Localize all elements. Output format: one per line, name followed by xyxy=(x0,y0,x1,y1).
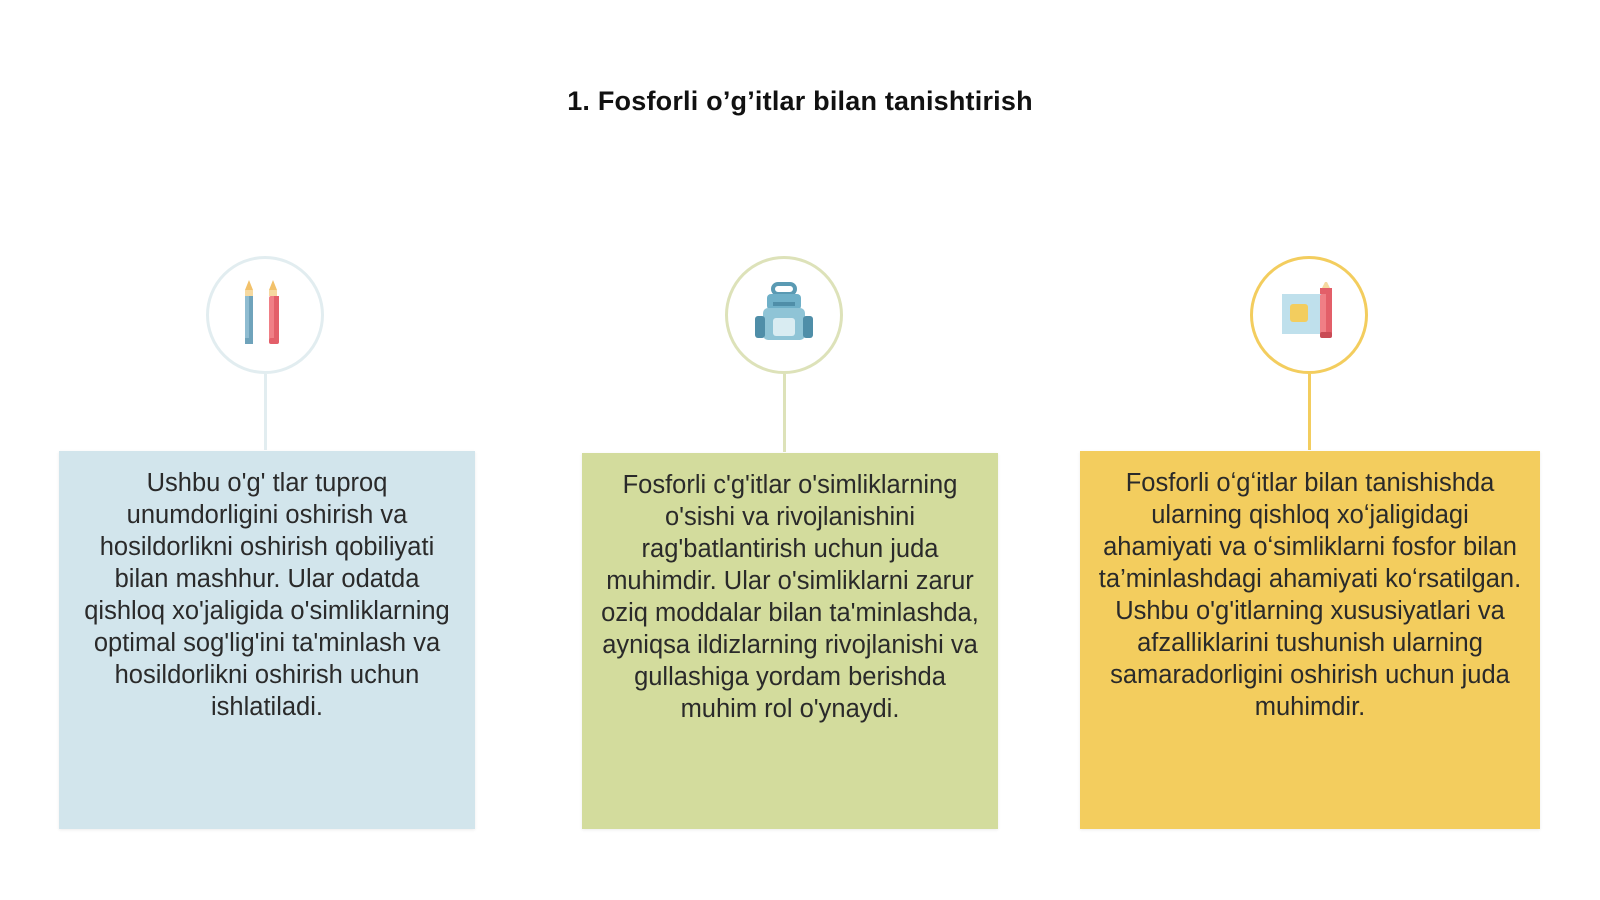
backpack-icon xyxy=(753,282,815,349)
drawing-pencil-icon xyxy=(1278,282,1340,349)
icon-circle-1 xyxy=(206,256,324,374)
connector-line-2 xyxy=(783,374,786,452)
info-card-1-text: Ushbu o'g' tlar tuproq unumdorligini oshirish va hosildorlikni oshirish qobiliyati bilan mashhur. Ular odatda qishloq xo'jaligida o'simliklarning optimal sog'lig'ini ta'minlash va hosildorlikni oshirish uchun ishlatiladi. xyxy=(84,469,450,721)
icon-circle-3 xyxy=(1250,256,1368,374)
connector-line-3 xyxy=(1308,374,1311,450)
connector-line-1 xyxy=(264,374,267,450)
pencils-icon xyxy=(235,280,295,351)
info-card-3 xyxy=(1080,451,1540,829)
info-card-3-text: Fosforli oʻgʻitlar bilan tanishishda ularning qishloq xoʻjaligidagi ahamiyati va oʻsimliklarni fosfor bilan ta’minlashdagi ahamiyati koʻrsatilgan. Ushbu o'g'itlarning xususiyatlari va afzalliklarini tushunish ularning samaradorligini oshirish uchun juda muhimdir. xyxy=(1098,469,1522,721)
slide-title: 1. Fosforli o’g’itlar bilan tanishtirish xyxy=(567,86,1033,116)
info-card-2 xyxy=(582,453,998,829)
info-card-2-text: Fosforli c'g'itlar o'simliklarning o'sishi va rivojlanishini rag'batlantirish uchun juda muhimdir. Ular o'simliklarni zarur oziq moddalar bilan ta'minlashda, ayniqsa ildizlarning rivojlanishi va gullashiga yordam berishda muhim rol o'ynaydi. xyxy=(601,471,979,723)
info-card-1 xyxy=(59,451,475,829)
icon-circle-2 xyxy=(725,256,843,374)
